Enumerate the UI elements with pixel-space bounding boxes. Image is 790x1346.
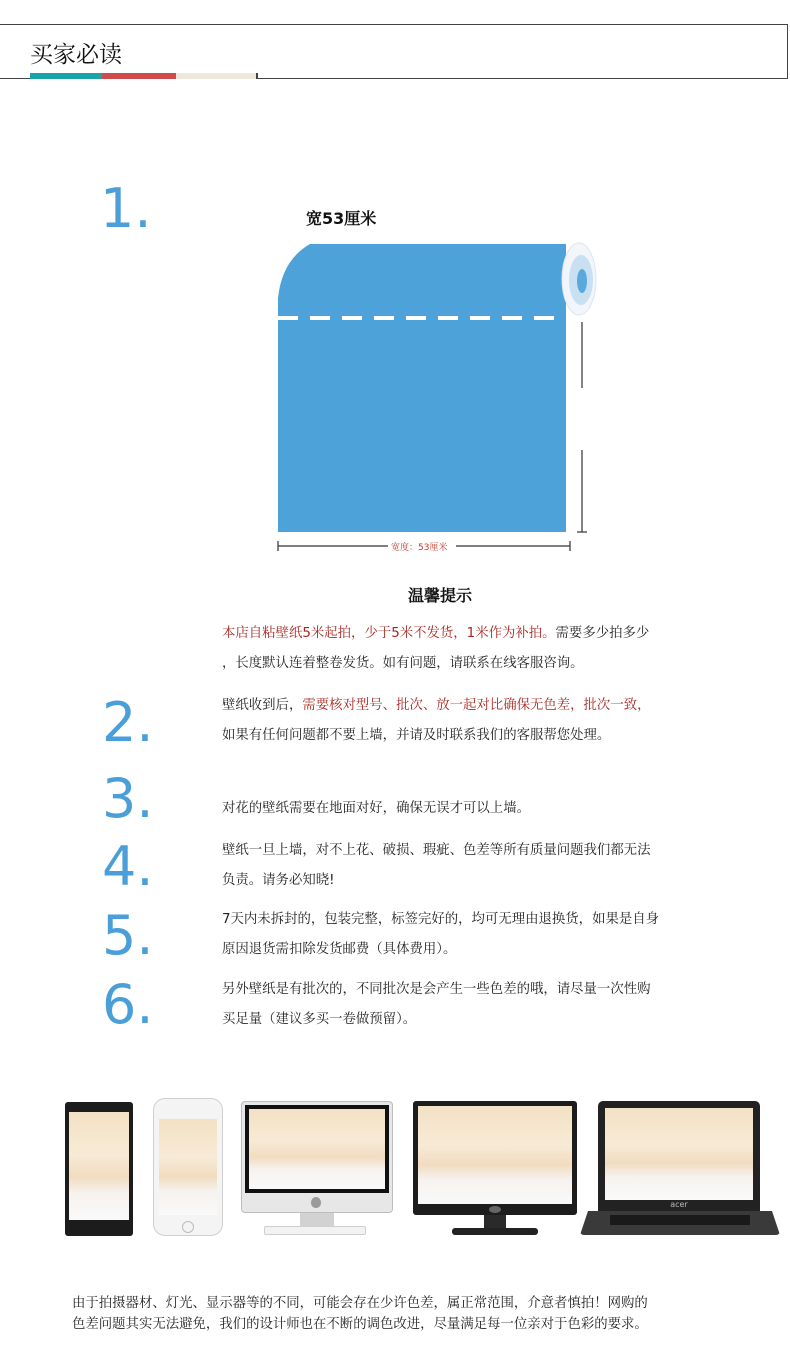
device-imac: [241, 1101, 393, 1213]
step-number-6: 6.: [102, 973, 154, 1036]
tips-title: 温馨提示: [408, 586, 473, 605]
header-stripe-red: [102, 73, 176, 79]
keyboard: [264, 1226, 366, 1235]
item-2-line-2: 如果有任何问题都不要上墙，并请及时联系我们的客服帮您处理。: [222, 728, 611, 743]
item-2-lead: 壁纸收到后，: [222, 698, 303, 713]
tips-line-1-rest: 需要多少拍多少: [555, 626, 650, 641]
footer-line-1: 由于拍摄器材、灯光、显示器等的不同，可能会存在少许色差，属正常范围，介意者慎拍！网购的: [72, 1296, 648, 1311]
item-4-line-1: 壁纸一旦上墙，对不上花、破损、瑕疵、色差等所有质量问题我们都无法: [222, 843, 651, 858]
item-6-line-1: 另外壁纸是有批次的，不同批次是会产生一些色差的哦，请尽量一次性购: [222, 982, 651, 997]
imac-screen: [249, 1109, 385, 1189]
item-3-line-1: 对花的壁纸需要在地面对好，确保无误才可以上墙。: [222, 801, 530, 816]
item-5-line-1: 7天内未拆封的，包装完整，标签完好的，均可无理由退换货，如果是自身: [222, 912, 660, 927]
page-title: 买家必读: [30, 42, 122, 68]
apple-logo-icon: [311, 1197, 321, 1208]
tips-line-1-red: 本店自粘壁纸5米起拍，少于5米不发货，1米作为补拍。: [222, 626, 556, 641]
device-phone-white: [153, 1098, 223, 1236]
roll-width-title: 宽53厘米: [306, 209, 377, 228]
monitor-base: [452, 1228, 538, 1235]
header-stripe-cream: [176, 73, 256, 79]
imac-stand: [300, 1213, 334, 1227]
laptop-keyboard-deck: [580, 1211, 780, 1235]
dimension-label: 宽度：53厘米: [391, 543, 448, 553]
step-number-4: 4.: [102, 835, 154, 898]
laptop-screen: [605, 1108, 753, 1200]
monitor-screen: [418, 1106, 572, 1204]
laptop-keys: [610, 1215, 750, 1225]
monitor-logo-icon: [489, 1206, 501, 1213]
device-monitor: [413, 1101, 577, 1215]
phone-black-screen: [69, 1112, 129, 1220]
wallpaper-roll-illustration: [270, 238, 610, 558]
step-number-5: 5.: [102, 904, 154, 967]
roll-core: [577, 269, 587, 293]
step-number-1: 1.: [100, 177, 152, 240]
tips-line-2: ，长度默认连着整卷发货。如有问题，请联系在线客服咨询。: [222, 656, 584, 671]
step-number-2: 2.: [102, 691, 154, 754]
phone-white-screen: [159, 1119, 217, 1215]
device-phone-black: [65, 1102, 133, 1236]
device-laptop: [598, 1101, 760, 1211]
item-2-line-1: [222, 691, 651, 721]
item-6-line-2: 买足量（建议多买一卷做预留）。: [222, 1012, 417, 1027]
item-2-red: 需要核对型号、批次、放一起对比确保无色差，批次一致，: [302, 698, 651, 713]
home-button-icon: [182, 1221, 194, 1233]
tips-line-1: [222, 619, 649, 649]
step-number-3: 3.: [102, 767, 154, 830]
item-5-line-2: 原因退货需扣除发货邮费（具体费用）。: [222, 942, 457, 957]
laptop-brand: acer: [670, 1200, 688, 1209]
wallpaper-roll-body: [278, 244, 566, 532]
header-stripe-teal: [30, 73, 102, 79]
monitor-neck: [484, 1215, 506, 1229]
item-4-line-2: 负责。请务必知晓!: [222, 873, 335, 888]
imac-bezel: [245, 1105, 389, 1193]
footer-line-2: 色差问题其实无法避免，我们的设计师也在不断的调色改进，尽量满足每一位亲对于色彩的要求。: [72, 1317, 648, 1332]
header-stripe-end: [256, 73, 258, 79]
